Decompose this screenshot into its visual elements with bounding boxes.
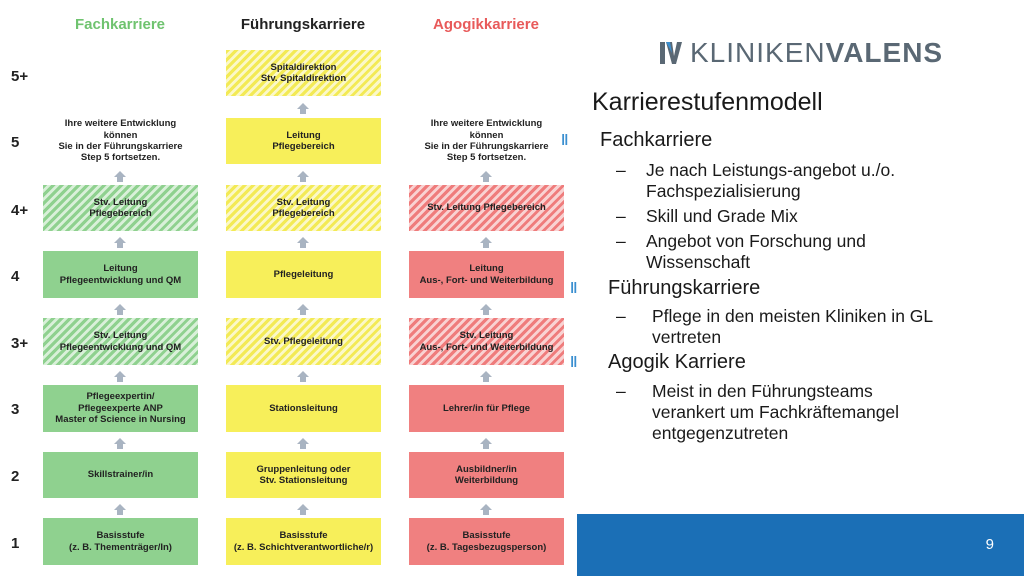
up-arrow-icon <box>114 237 126 248</box>
up-arrow-icon <box>114 371 126 382</box>
bullet-agogik-karriere: Agogik Karriere <box>608 351 746 373</box>
agogik-note: Ihre weitere Entwicklung können Sie in der Führungskarriere Step 5 fortsetzen. <box>424 118 549 164</box>
fuehrung-level-3: Stationsleitung <box>226 385 381 432</box>
up-arrow-icon <box>114 438 126 449</box>
logo-text-kliniken: KLINIKEN <box>690 37 826 68</box>
agogik-level-4plus: Stv. Leitung Pflegebereich <box>409 185 564 231</box>
fach-level-2: Skillstrainer/in <box>43 452 198 498</box>
kliniken-valens-logo <box>660 38 943 68</box>
level-label: 4 <box>11 268 20 285</box>
slide-title: Karrierestufenmodell <box>592 88 823 116</box>
up-arrow-icon <box>297 438 309 449</box>
fuehrung-level-4plus: Stv. Leitung Pflegebereich <box>226 185 381 231</box>
up-arrow-icon <box>297 103 309 114</box>
level-label: 5+ <box>11 68 29 85</box>
bullet-fuehrungskarriere: Führungskarriere <box>608 277 761 299</box>
up-arrow-icon <box>480 304 492 315</box>
fuehrung-level-3plus: Stv. Pflegeleitung <box>226 318 381 365</box>
up-arrow-icon <box>297 504 309 515</box>
sub-bullet: Je nach Leistungs-angebot u./o. Fachspezialisierung <box>646 160 896 201</box>
level-label: 5 <box>11 134 20 151</box>
fuehrung-level-1: Basisstufe (z. B. Schichtverantwortliche/r) <box>226 518 381 565</box>
column-title-agogikkarriere: Agogikkarriere <box>433 16 539 33</box>
fach-level-4: Leitung Pflegeentwicklung und QM <box>43 251 198 298</box>
fuehrung-level-4: Pflegeleitung <box>226 251 381 298</box>
sub-bullet: Pflege in den meisten Kliniken in GL vertreten <box>652 306 934 347</box>
up-arrow-icon <box>114 304 126 315</box>
up-arrow-icon <box>297 171 309 182</box>
up-arrow-icon <box>480 438 492 449</box>
dash-icon: – <box>616 231 626 251</box>
fach-level-4plus: Stv. Leitung Pflegebereich <box>43 185 198 231</box>
fuehrung-level-2: Gruppenleitung oder Stv. Stationsleitung <box>226 452 381 498</box>
footer-bar <box>577 514 1024 576</box>
up-arrow-icon <box>480 504 492 515</box>
up-arrow-icon <box>297 371 309 382</box>
dash-icon: – <box>616 306 626 326</box>
fuehrung-level-5: Leitung Pflegebereich <box>226 118 381 164</box>
up-arrow-icon <box>114 171 126 182</box>
up-arrow-icon <box>297 237 309 248</box>
up-arrow-icon <box>114 504 126 515</box>
page-number: 9 <box>985 536 994 553</box>
dash-icon: – <box>616 381 626 401</box>
fach-note: Ihre weitere Entwicklung können Sie in der Führungskarriere Step 5 fortsetzen. <box>58 118 183 164</box>
level-label: 4+ <box>11 202 29 219</box>
agogik-level-1: Basisstufe (z. B. Tagesbezugsperson) <box>409 518 564 565</box>
column-title-fachkarriere: Fachkarriere <box>74 16 166 33</box>
bullet-fachkarriere: Fachkarriere <box>600 129 713 151</box>
level-label: 3 <box>11 401 20 418</box>
up-arrow-icon <box>297 304 309 315</box>
fach-level-3: Pflegeexpertin/ Pflegeexperte ANP Master of Science in Nursing <box>43 385 198 432</box>
agogik-level-4: Leitung Aus-, Fort- und Weiterbildung <box>409 251 564 298</box>
fach-level-1: Basisstufe (z. B. Thementräger/In) <box>43 518 198 565</box>
up-arrow-icon <box>480 237 492 248</box>
agogik-level-3: Lehrer/in für Pflege <box>409 385 564 432</box>
level-label: 3+ <box>11 335 29 352</box>
column-title-fuehrungskarriere: Führungskarriere <box>240 16 366 33</box>
sub-bullet: Skill und Grade Mix <box>646 206 798 226</box>
up-arrow-icon <box>480 371 492 382</box>
sub-bullet: Angebot von Forschung und Wissenschaft <box>646 231 866 272</box>
dash-icon: – <box>616 206 626 226</box>
dash-icon: – <box>616 160 626 180</box>
bullet-marker-icon: ‖ <box>570 354 578 371</box>
fuehrung-level-5plus: Spitaldirektion Stv. Spitaldirektion <box>226 50 381 96</box>
bullet-marker-icon: ‖ <box>570 280 578 297</box>
level-label: 2 <box>11 468 20 485</box>
fach-level-3plus: Stv. Leitung Pflegeentwicklung und QM <box>43 318 198 365</box>
logo-text-valens: VALENS <box>825 37 944 68</box>
level-label: 1 <box>11 535 20 552</box>
bullet-marker-icon: ‖ <box>561 132 569 149</box>
agogik-level-2: Ausbildner/in Weiterbildung <box>409 452 564 498</box>
valens-logo-mark-icon <box>660 41 682 65</box>
agogik-level-3plus: Stv. Leitung Aus-, Fort- und Weiterbildung <box>409 318 564 365</box>
sub-bullet: Meist in den Führungsteams verankert um Fachkräftemangel entgegenzutreten <box>652 381 900 443</box>
up-arrow-icon <box>480 171 492 182</box>
